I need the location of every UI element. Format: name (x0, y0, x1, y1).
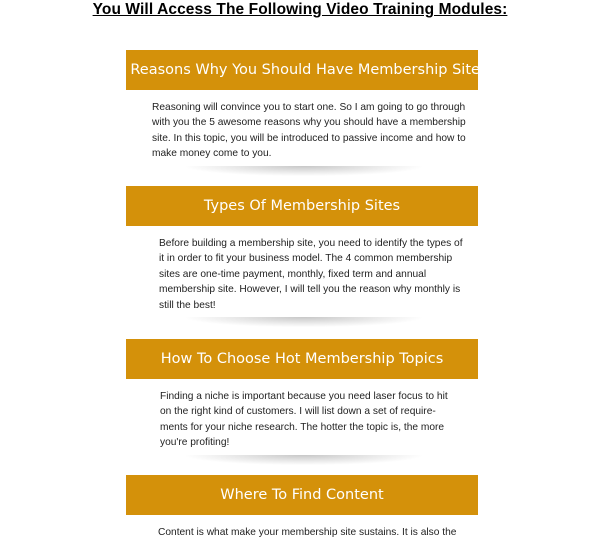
description-line: make money come to you. (152, 148, 272, 160)
description-line: Content is what make your membership site sustains. It is also the (158, 527, 457, 538)
description-line: Before building a membership site, you need to identify the types of (159, 238, 463, 249)
module-title: Types Of Membership Sites (203, 198, 401, 214)
module-description (126, 236, 478, 313)
module-description (126, 389, 478, 451)
module-title-bar (116, 50, 488, 90)
module-title-bar (126, 186, 478, 226)
card-shadow (186, 166, 422, 176)
description-line: Finding a niche is important because you need laser focus to hit (160, 391, 448, 402)
card-shadow (186, 455, 422, 465)
module-title: Where To Find Content (220, 487, 384, 503)
module-title-bar (126, 475, 478, 515)
description-line: you're profiting! (160, 437, 230, 449)
description-line: it in order to fit your business model. The 4 common membership (159, 253, 453, 265)
description-line: still the best! (159, 299, 216, 311)
description-line: site. In this topic, you will be introduced to passive income and how to (152, 132, 466, 144)
module-description (126, 100, 478, 162)
description-line: sites are one-time payment, monthly, fixed term and annual (159, 268, 427, 280)
module-title: How To Choose Hot Membership Topics (160, 351, 444, 367)
module-card-2 (126, 186, 478, 313)
module-card-3 (126, 339, 478, 451)
page-heading: You Will Access The Following Video Training Modules: (92, 1, 508, 18)
description-line: Reasoning will convince you to start one. So I am going to go through (152, 102, 466, 113)
module-card-1 (116, 50, 488, 162)
description-line: with you the 5 awesome reasons why you should have a membership (152, 117, 466, 129)
module-card-4 (126, 475, 478, 540)
module-description (126, 525, 478, 540)
card-shadow (186, 317, 422, 327)
module-title-bar (126, 339, 478, 379)
description-line: membership site. However, I will tell you the reason why monthly is (159, 284, 461, 296)
description-line: ments for your niche research. The hotter the topic is, the more (160, 421, 445, 433)
description-line: on the right kind of customers. I will list down a set of require- (160, 406, 436, 418)
module-title: 5 Reasons Why You Should Have Membership Sites (116, 62, 488, 78)
